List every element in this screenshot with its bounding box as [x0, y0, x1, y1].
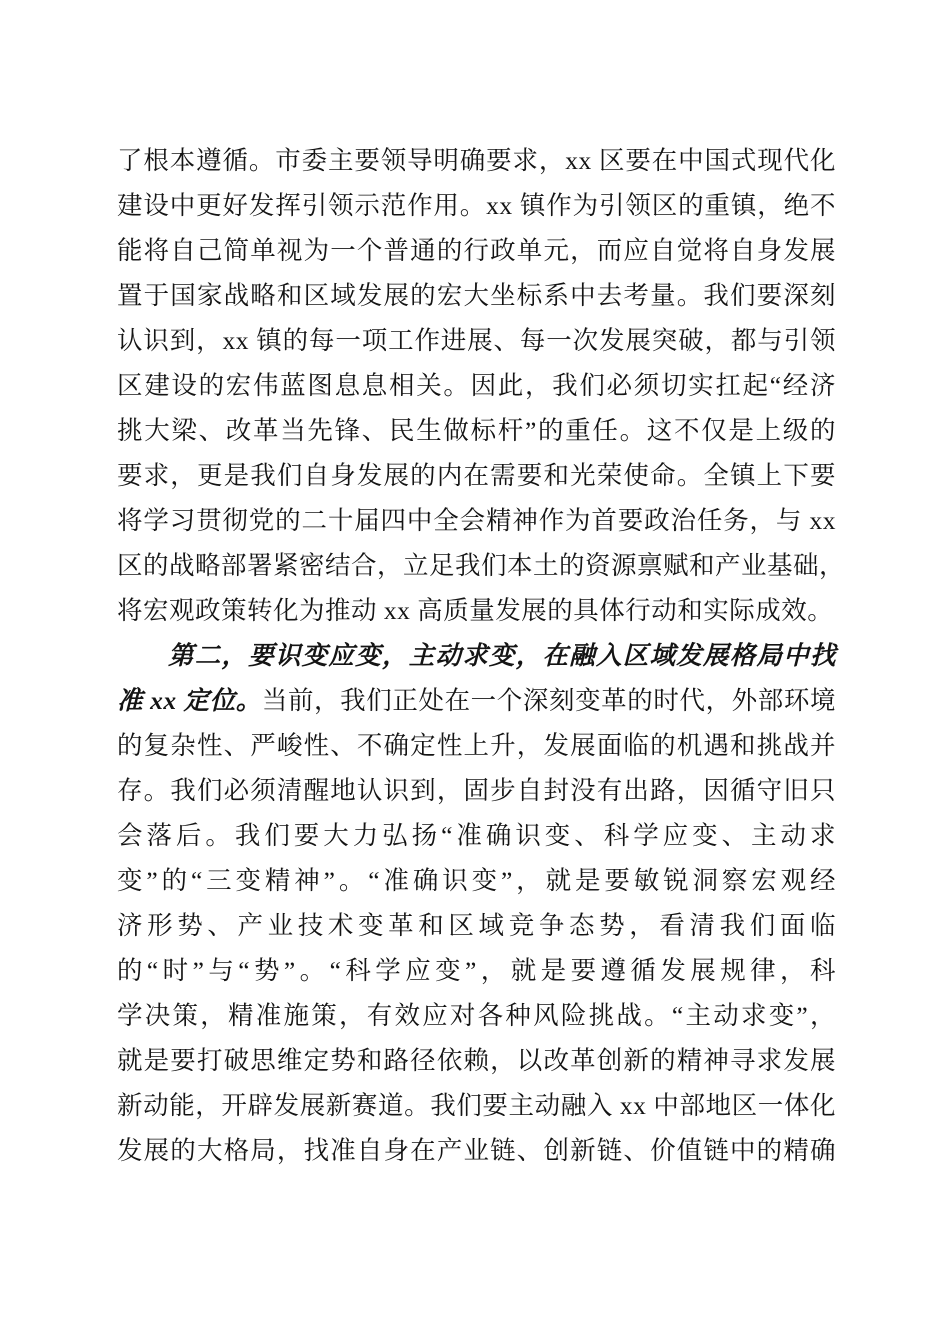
- text-line: [117, 183, 836, 228]
- document-body: [117, 138, 846, 1173]
- text-line: [117, 318, 836, 363]
- text-segment: 区的战略部署紧密结合，立足我们本土的资源禀赋和产业基础，: [117, 551, 846, 580]
- text-segment: 将学习贯彻党的二十届四中全会精神作为首要政治任务，与 xx: [117, 506, 836, 535]
- text-segment: 认识到，xx 镇的每一项工作进展、每一次发展突破，都与引领: [117, 326, 836, 355]
- paragraph-lead-emphasis: 准 xx 定位。: [117, 686, 262, 715]
- text-segment: 的复杂性、严峻性、不确定性上升，发展面临的机遇和挑战并: [117, 731, 836, 760]
- text-segment: 的“时”与“势”。“科学应变”，就是要遵循发展规律，科: [117, 956, 836, 985]
- text-line: [117, 903, 836, 948]
- text-line: [117, 813, 836, 858]
- text-line: [117, 678, 836, 723]
- text-segment: 会落后。我们要大力弘扬“准确识变、科学应变、主动求: [117, 821, 836, 850]
- paragraph-2-second-point: [117, 633, 836, 1173]
- text-line: [117, 1128, 836, 1173]
- text-line: [117, 408, 836, 453]
- text-line: [117, 768, 836, 813]
- text-line: [117, 273, 836, 318]
- text-segment: 存。我们必须清醒地认识到，固步自封没有出路，因循守旧只: [117, 776, 836, 805]
- text-segment: 济形势、产业技术变革和区域竞争态势，看清我们面临: [117, 911, 836, 940]
- text-segment: 能将自己简单视为一个普通的行政单元，而应自觉将自身发展: [117, 236, 836, 265]
- text-line: [117, 363, 836, 408]
- text-line: [117, 453, 836, 498]
- text-segment: 新动能，开辟发展新赛道。我们要主动融入 xx 中部地区一体化: [117, 1091, 836, 1120]
- text-line: [117, 633, 836, 678]
- text-line: [117, 498, 836, 543]
- text-segment: 当前，我们正处在一个深刻变革的时代，外部环境: [261, 686, 836, 715]
- text-line: [117, 138, 836, 183]
- paragraph-1-continuation: [117, 138, 846, 633]
- text-line: [117, 858, 836, 903]
- text-segment: 建设中更好发挥引领示范作用。xx 镇作为引领区的重镇，绝不: [117, 191, 836, 220]
- text-segment: 学决策，精准施策，有效应对各种风险挑战。“主动求变”，: [117, 1001, 836, 1030]
- text-segment: 发展的大格局，找准自身在产业链、创新链、价值链中的精确: [117, 1136, 836, 1165]
- text-segment: 置于国家战略和区域发展的宏大坐标系中去考量。我们要深刻: [117, 281, 836, 310]
- text-line: [117, 228, 836, 273]
- text-line: [117, 1083, 836, 1128]
- text-segment: 将宏观政策转化为推动 xx 高质量发展的具体行动和实际成效。: [117, 596, 834, 625]
- text-segment: 了根本遵循。市委主要领导明确要求，xx 区要在中国式现代化: [117, 146, 836, 175]
- text-line: [117, 948, 836, 993]
- text-line: [117, 543, 846, 588]
- text-line: [117, 993, 836, 1038]
- text-segment: 变”的“三变精神”。“准确识变”，就是要敏锐洞察宏观经: [117, 866, 836, 895]
- text-line: [117, 588, 836, 633]
- paragraph-lead-emphasis: 第二，要识变应变，主动求变，在融入区域发展格局中找: [168, 641, 836, 670]
- text-segment: 要求，更是我们自身发展的内在需要和光荣使命。全镇上下要: [117, 461, 836, 490]
- text-segment: 挑大梁、改革当先锋、民生做标杆”的重任。这不仅是上级的: [117, 416, 836, 445]
- text-line: [117, 1038, 836, 1083]
- text-line: [117, 723, 836, 768]
- text-segment: 就是要打破思维定势和路径依赖，以改革创新的精神寻求发展: [117, 1046, 836, 1075]
- text-segment: 区建设的宏伟蓝图息息相关。因此，我们必须切实扛起“经济: [117, 371, 836, 400]
